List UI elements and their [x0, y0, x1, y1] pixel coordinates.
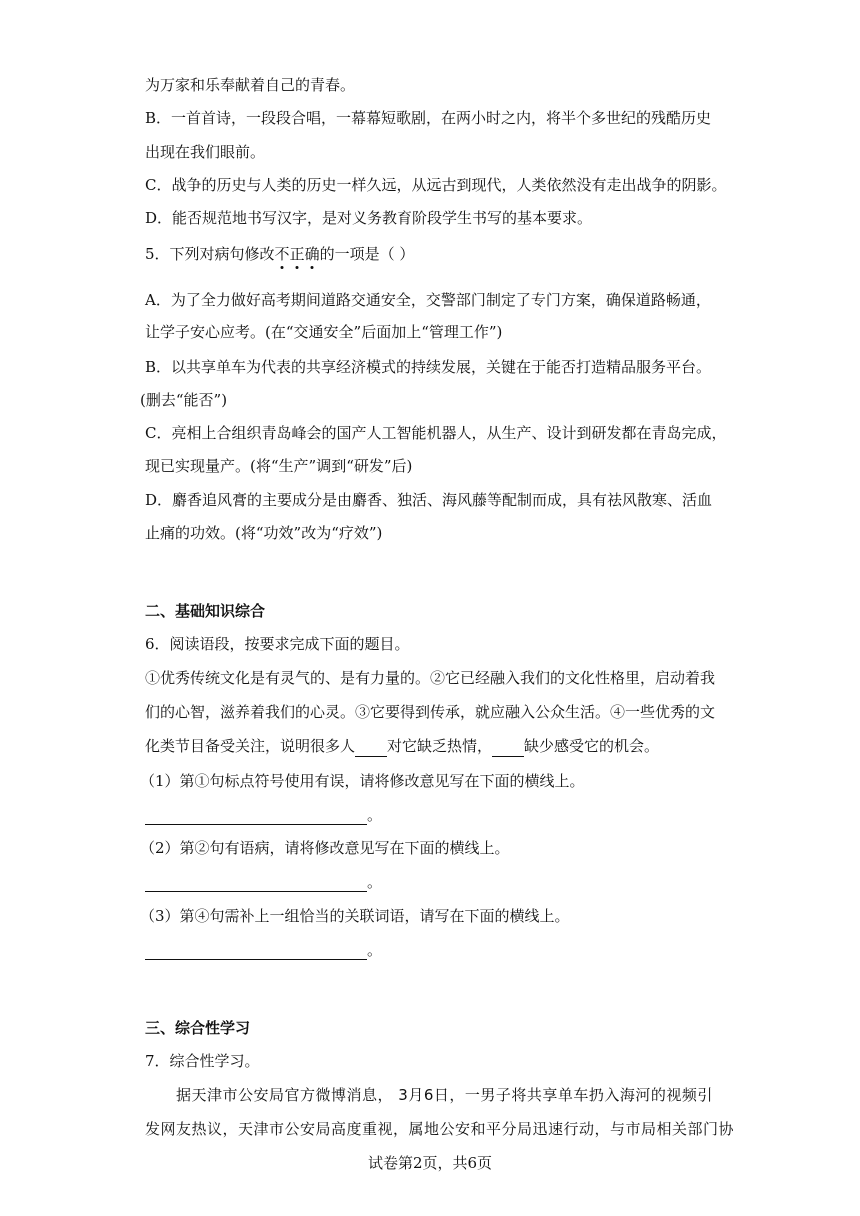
- q6-sub3: （3）第④句需补上一组恰当的关联词语，请写在下面的横线上。: [140, 907, 570, 925]
- fill-blank-1[interactable]: [355, 736, 387, 757]
- q5-option-a-line1: A．为了全力做好高考期间道路交通安全，交警部门制定了专门方案，确保道路畅通，: [145, 291, 711, 309]
- emphasis-char: 正: [290, 245, 305, 263]
- q6-sub1: （1）第①句标点符号使用有误，请将修改意见写在下面的横线上。: [140, 772, 585, 790]
- q6-passage-line2: 们的心智，滋养着我们的心灵。③它要得到传承，就应融入公众生活。④一些优秀的文: [145, 703, 716, 721]
- answer-line-3[interactable]: [145, 945, 367, 960]
- q5-option-b-line1: B．以共享单车为代表的共享经济模式的持续发展，关键在于能否打造精品服务平台。: [145, 358, 712, 376]
- q5-stem-pre: 5．下列对病句修改: [145, 245, 275, 263]
- q4-option-b-line2: 出现在我们眼前。: [145, 143, 266, 161]
- q5-stem-post: 的一项是（ ）: [319, 245, 415, 263]
- answer-line-2[interactable]: [145, 877, 367, 892]
- q6-sub2-answer: 。: [145, 872, 382, 892]
- q4-continuation: 为万家和乐奉献着自己的青春。: [145, 76, 356, 94]
- answer-line-1[interactable]: [145, 810, 367, 825]
- q4-option-c: C．战争的历史与人类的历史一样久远，从远古到现代，人类依然没有走出战争的阴影。: [145, 176, 727, 194]
- q6-sub1-answer: 。: [145, 805, 382, 825]
- q6-sub2: （2）第②句有语病，请将修改意见写在下面的横线上。: [140, 839, 510, 857]
- section-3-title: 三、综合性学习: [145, 1019, 251, 1037]
- q7-passage-line2: 发网友热议，天津市公安局高度重视，属地公安和平分局迅速行动，与市局相关部门协: [145, 1120, 735, 1138]
- section-2-title: 二、基础知识综合: [145, 602, 266, 620]
- q7-passage-line1: 据天津市公安局官方微博消息， 3月6日，一男子将共享单车扔入海河的视频引: [176, 1086, 713, 1104]
- q6-passage-line1: ①优秀传统文化是有灵气的、是有力量的。②它已经融入我们的文化性格里，启动着我: [145, 669, 716, 687]
- q6-sub3-answer: 。: [145, 940, 382, 960]
- q5-option-b-line2: (删去“能否”): [140, 391, 228, 409]
- q6-passage-line3: 化类节目备受关注，说明很多人 对它缺乏热情， 缺少感受它的机会。: [145, 737, 660, 755]
- q5-stem: [145, 244, 414, 264]
- q5-option-d-line1: D．麝香追风膏的主要成分是由麝香、独活、海风藤等配制而成，具有祛风散寒、活血: [145, 491, 713, 509]
- fill-blank-2[interactable]: [492, 736, 524, 757]
- q5-option-a-line2: 让学子安心应考。(在“交通安全”后面加上“管理工作”): [145, 323, 503, 341]
- q5-option-c-line1: C．亮相上合组织青岛峰会的国产人工智能机器人，从生产、设计到研发都在青岛完成，: [145, 424, 727, 442]
- emphasis-char: 确: [305, 245, 320, 263]
- q4-option-b-line1: B．一首首诗，一段段合唱，一幕幕短歌剧，在两小时之内，将半个多世纪的残酷历史: [145, 109, 712, 127]
- q5-option-c-line2: 现已实现量产。(将“生产”调到“研发”后): [145, 457, 413, 475]
- q6-stem: 6．阅读语段，按要求完成下面的题目。: [145, 635, 410, 653]
- q5-option-d-line2: 止痛的功效。(将“功效”改为“疗效”): [145, 524, 383, 542]
- q7-stem: 7．综合性学习。: [145, 1052, 260, 1070]
- page-footer: 试卷第2页，共6页: [367, 1154, 493, 1172]
- q4-option-d: D．能否规范地书写汉字，是对义务教育阶段学生书写的基本要求。: [145, 209, 593, 227]
- emphasis-char: 不: [275, 245, 290, 263]
